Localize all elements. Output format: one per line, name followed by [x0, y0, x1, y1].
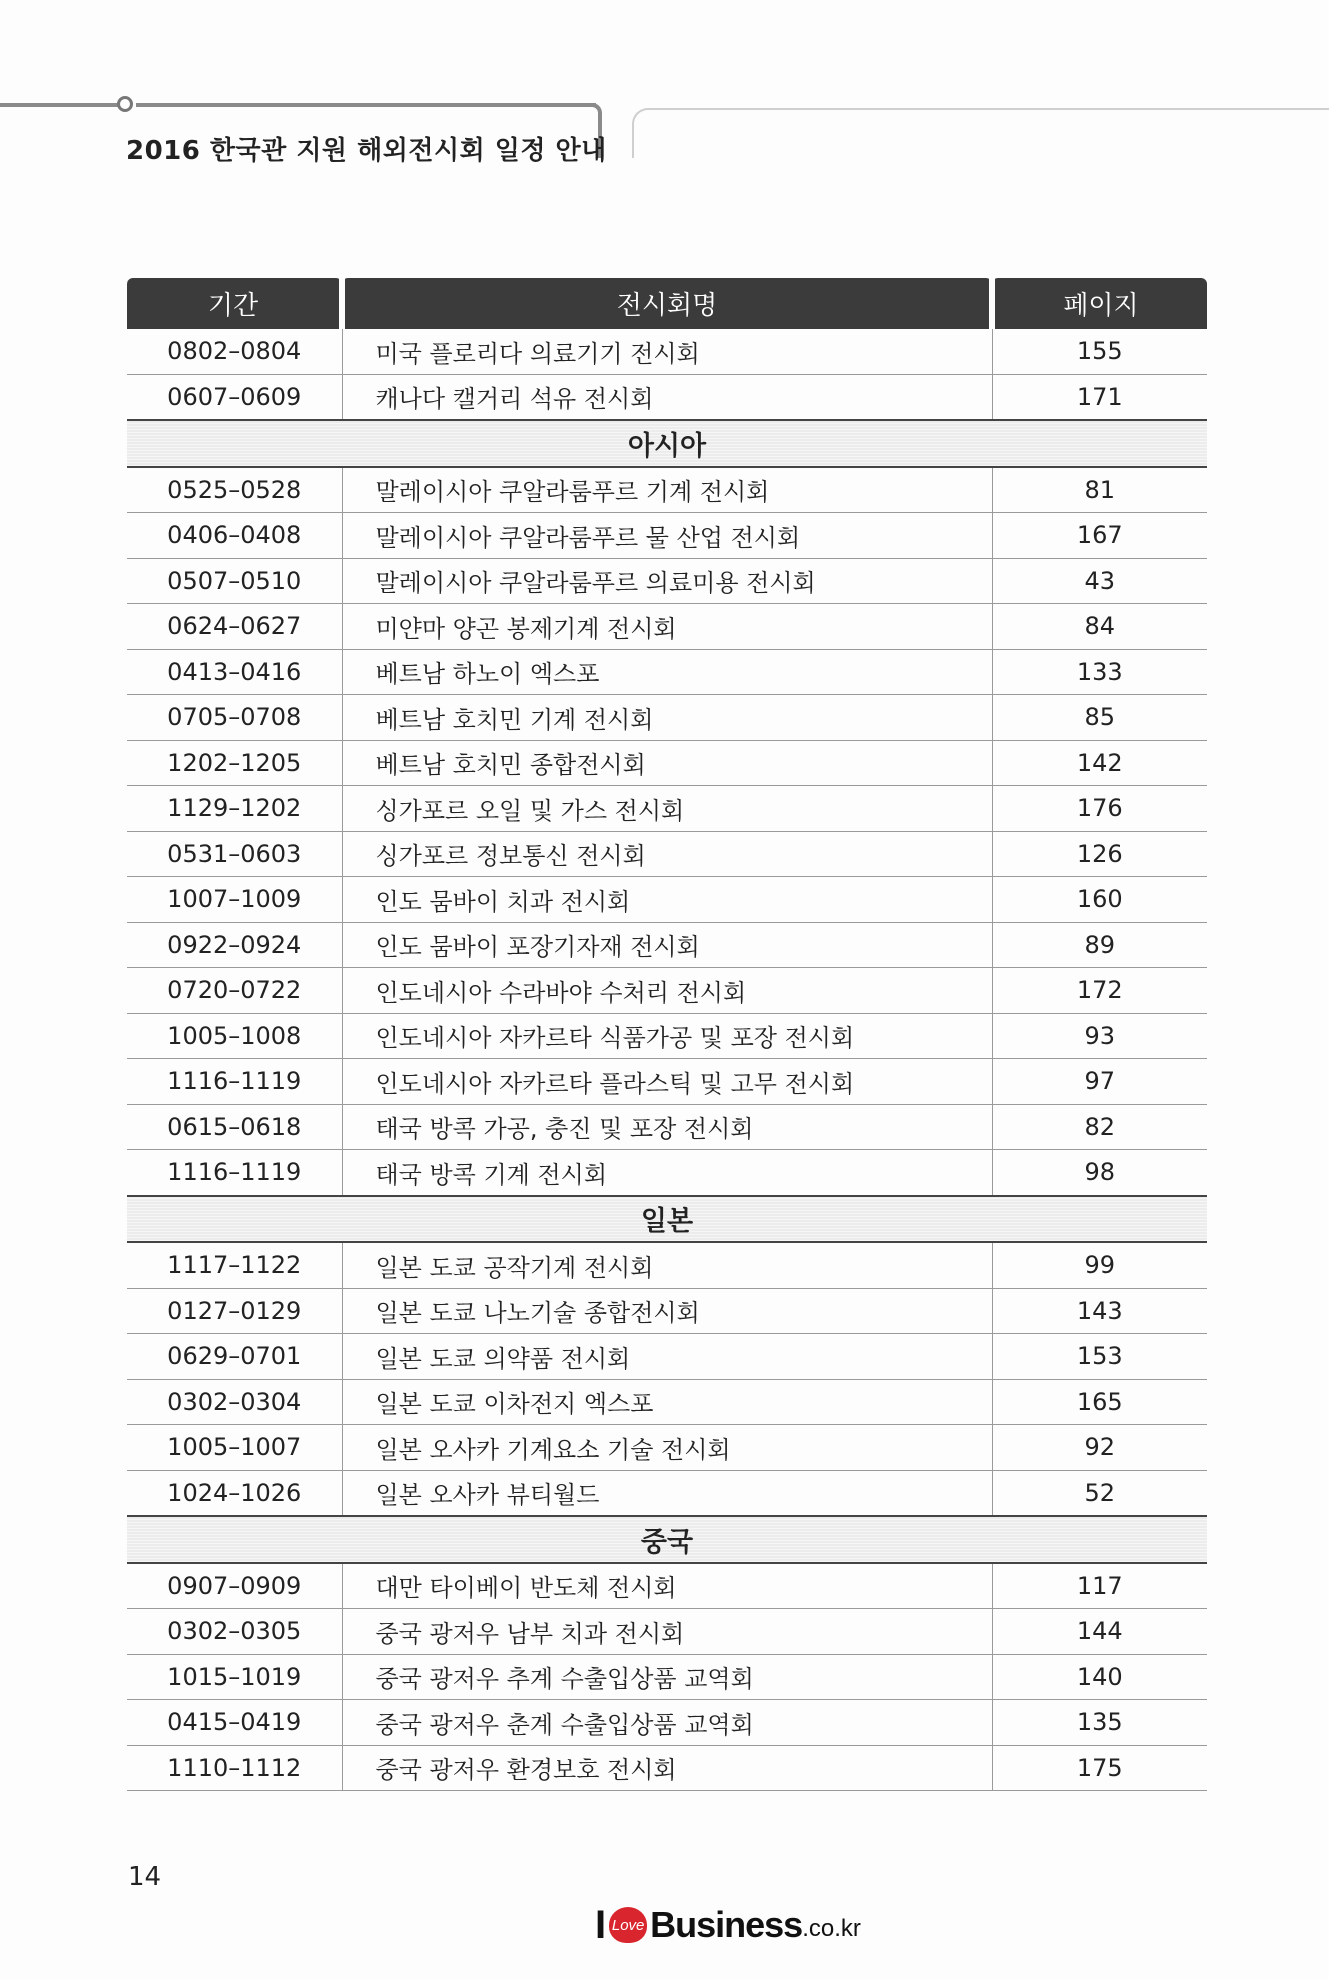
region-section-row [127, 1516, 1207, 1563]
cell-period: 0629–0701 [127, 1334, 342, 1380]
table-row [127, 1059, 1207, 1105]
cell-page: 140 [992, 1654, 1207, 1700]
table-row [127, 604, 1207, 650]
cell-page: 85 [992, 695, 1207, 741]
cell-period: 1129–1202 [127, 786, 342, 832]
table-row [127, 695, 1207, 741]
table-row [127, 467, 1207, 513]
cell-exhibition-name: 대만 타이베이 반도체 전시회 [342, 1563, 992, 1609]
cell-page: 175 [992, 1745, 1207, 1791]
cell-exhibition-name: 캐나다 캘거리 석유 전시회 [342, 374, 992, 420]
table-row [127, 1700, 1207, 1746]
cell-page: 160 [992, 877, 1207, 923]
cell-page: 165 [992, 1379, 1207, 1425]
cell-page: 89 [992, 922, 1207, 968]
cell-exhibition-name: 베트남 호치민 종합전시회 [342, 740, 992, 786]
table-row [127, 1745, 1207, 1791]
cell-exhibition-name: 인도 뭄바이 치과 전시회 [342, 877, 992, 923]
table-row [127, 1609, 1207, 1655]
cell-exhibition-name: 일본 도쿄 이차전지 엑스포 [342, 1379, 992, 1425]
cell-exhibition-name: 중국 광저우 추계 수출입상품 교역회 [342, 1654, 992, 1700]
cell-exhibition-name: 싱가포르 오일 및 가스 전시회 [342, 786, 992, 832]
table-row [127, 1013, 1207, 1059]
cell-page: 126 [992, 831, 1207, 877]
cell-period: 1116–1119 [127, 1150, 342, 1196]
table-body [127, 329, 1207, 1791]
cell-exhibition-name: 중국 광저우 환경보호 전시회 [342, 1745, 992, 1791]
cell-page: 93 [992, 1013, 1207, 1059]
cell-page: 172 [992, 968, 1207, 1014]
table-row [127, 649, 1207, 695]
cell-exhibition-name: 일본 오사카 기계요소 기술 전시회 [342, 1425, 992, 1471]
header-circle-icon [117, 96, 133, 112]
cell-period: 0922–0924 [127, 922, 342, 968]
cell-exhibition-name: 말레이시아 쿠알라룸푸르 물 산업 전시회 [342, 513, 992, 559]
cell-exhibition-name: 중국 광저우 남부 치과 전시회 [342, 1609, 992, 1655]
table-row [127, 513, 1207, 559]
cell-period: 0302–0304 [127, 1379, 342, 1425]
cell-page: 167 [992, 513, 1207, 559]
cell-exhibition-name: 인도네시아 자카르타 플라스틱 및 고무 전시회 [342, 1059, 992, 1105]
logo-love: Love [611, 1916, 645, 1934]
cell-exhibition-name: 말레이시아 쿠알라룸푸르 기계 전시회 [342, 467, 992, 513]
cell-period: 0415–0419 [127, 1700, 342, 1746]
cell-period: 1015–1019 [127, 1654, 342, 1700]
cell-period: 1117–1122 [127, 1242, 342, 1288]
cell-page: 82 [992, 1104, 1207, 1150]
region-section-label: 일본 [127, 1196, 1207, 1243]
cell-period: 0127–0129 [127, 1288, 342, 1334]
cell-period: 0302–0305 [127, 1609, 342, 1655]
cell-period: 1005–1007 [127, 1425, 342, 1471]
header-rule-left [0, 103, 128, 107]
table-row [127, 1242, 1207, 1288]
table-row [127, 968, 1207, 1014]
cell-exhibition-name: 미얀마 양곤 봉제기계 전시회 [342, 604, 992, 650]
column-header-page: 페이지 [992, 278, 1207, 329]
cell-period: 0624–0627 [127, 604, 342, 650]
table-row [127, 1334, 1207, 1380]
table-row [127, 922, 1207, 968]
ilovebusiness-logo [595, 1900, 861, 1950]
cell-exhibition-name: 베트남 호치민 기계 전시회 [342, 695, 992, 741]
cell-page: 98 [992, 1150, 1207, 1196]
cell-period: 1116–1119 [127, 1059, 342, 1105]
region-section-row [127, 1196, 1207, 1243]
region-section-label: 중국 [127, 1516, 1207, 1563]
table-row [127, 558, 1207, 604]
cell-exhibition-name: 일본 오사카 뷰티월드 [342, 1470, 992, 1516]
table-row [127, 1470, 1207, 1516]
cell-page: 153 [992, 1334, 1207, 1380]
cell-period: 0525–0528 [127, 467, 342, 513]
cell-page: 99 [992, 1242, 1207, 1288]
table-row [127, 831, 1207, 877]
header-rule [136, 103, 596, 107]
table-row [127, 1104, 1207, 1150]
cell-exhibition-name: 싱가포르 정보통신 전시회 [342, 831, 992, 877]
table-row [127, 1425, 1207, 1471]
logo-domain: .co.kr [802, 1915, 861, 1942]
cell-period: 1005–1008 [127, 1013, 342, 1059]
cell-exhibition-name: 인도네시아 자카르타 식품가공 및 포장 전시회 [342, 1013, 992, 1059]
logo-i: I [595, 1902, 607, 1947]
table-row [127, 877, 1207, 923]
region-section-row [127, 420, 1207, 467]
header-box-outline [632, 108, 1329, 158]
table-row [127, 1150, 1207, 1196]
cell-exhibition-name: 일본 도쿄 공작기계 전시회 [342, 1242, 992, 1288]
cell-page: 43 [992, 558, 1207, 604]
cell-page: 52 [992, 1470, 1207, 1516]
table-row [127, 1288, 1207, 1334]
logo-business: Business [650, 1904, 803, 1945]
cell-exhibition-name: 태국 방콕 기계 전시회 [342, 1150, 992, 1196]
table-row [127, 1563, 1207, 1609]
cell-exhibition-name: 인도네시아 수라바야 수처리 전시회 [342, 968, 992, 1014]
cell-exhibition-name: 말레이시아 쿠알라룸푸르 의료미용 전시회 [342, 558, 992, 604]
cell-page: 144 [992, 1609, 1207, 1655]
schedule-table-container [127, 278, 1207, 1791]
cell-page: 143 [992, 1288, 1207, 1334]
page-title: 2016 한국관 지원 해외전시회 일정 안내 [126, 136, 607, 166]
cell-period: 0406–0408 [127, 513, 342, 559]
table-row [127, 374, 1207, 420]
column-header-exhibition-name: 전시회명 [342, 278, 992, 329]
heart-icon [609, 1907, 647, 1943]
cell-period: 0720–0722 [127, 968, 342, 1014]
cell-exhibition-name: 일본 도쿄 의약품 전시회 [342, 1334, 992, 1380]
cell-page: 176 [992, 786, 1207, 832]
cell-period: 0907–0909 [127, 1563, 342, 1609]
cell-period: 0705–0708 [127, 695, 342, 741]
cell-exhibition-name: 미국 플로리다 의료기기 전시회 [342, 329, 992, 374]
table-row [127, 786, 1207, 832]
cell-page: 81 [992, 467, 1207, 513]
cell-period: 1110–1112 [127, 1745, 342, 1791]
column-header-period: 기간 [127, 278, 342, 329]
cell-period: 0507–0510 [127, 558, 342, 604]
cell-period: 0413–0416 [127, 649, 342, 695]
cell-period: 1007–1009 [127, 877, 342, 923]
cell-exhibition-name: 베트남 하노이 엑스포 [342, 649, 992, 695]
cell-page: 142 [992, 740, 1207, 786]
cell-exhibition-name: 일본 도쿄 나노기술 종합전시회 [342, 1288, 992, 1334]
cell-page: 92 [992, 1425, 1207, 1471]
cell-exhibition-name: 중국 광저우 춘계 수출입상품 교역회 [342, 1700, 992, 1746]
cell-page: 117 [992, 1563, 1207, 1609]
cell-period: 1024–1026 [127, 1470, 342, 1516]
table-row [127, 329, 1207, 374]
cell-exhibition-name: 태국 방콕 가공, 충진 및 포장 전시회 [342, 1104, 992, 1150]
cell-page: 84 [992, 604, 1207, 650]
page-number: 14 [128, 1862, 162, 1892]
cell-page: 135 [992, 1700, 1207, 1746]
cell-period: 1202–1205 [127, 740, 342, 786]
table-row [127, 1654, 1207, 1700]
cell-period: 0531–0603 [127, 831, 342, 877]
cell-page: 133 [992, 649, 1207, 695]
table-row [127, 1379, 1207, 1425]
schedule-table [127, 278, 1207, 1791]
cell-period: 0802–0804 [127, 329, 342, 374]
table-row [127, 740, 1207, 786]
cell-exhibition-name: 인도 뭄바이 포장기자재 전시회 [342, 922, 992, 968]
cell-period: 0615–0618 [127, 1104, 342, 1150]
table-header-row [127, 278, 1207, 329]
cell-page: 171 [992, 374, 1207, 420]
cell-page: 97 [992, 1059, 1207, 1105]
cell-page: 155 [992, 329, 1207, 374]
cell-period: 0607–0609 [127, 374, 342, 420]
region-section-label: 아시아 [127, 420, 1207, 467]
